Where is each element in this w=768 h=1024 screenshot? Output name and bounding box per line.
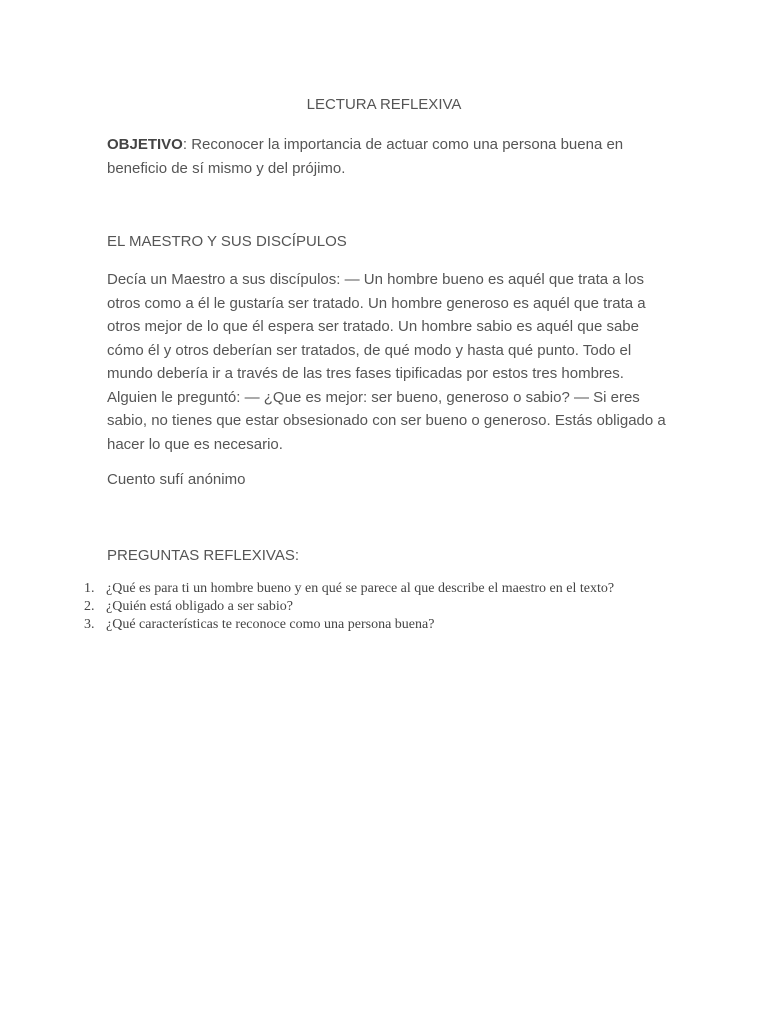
- question-text: ¿Quién está obligado a ser sabio?: [106, 599, 293, 614]
- objective-text: : Reconocer la importancia de actuar como una persona buena en beneficio de sí mismo y del prójimo.: [107, 136, 624, 177]
- story-title: EL MAESTRO Y SUS DISCÍPULOS: [107, 233, 347, 250]
- questions-title: PREGUNTAS REFLEXIVAS:: [107, 547, 299, 564]
- question-item: [0, 616, 768, 634]
- question-number: 3.: [84, 617, 95, 632]
- question-number: 2.: [84, 599, 95, 614]
- question-text: ¿Qué es para ti un hombre bueno y en qué se parece al que describe el maestro en el texto?: [106, 581, 615, 596]
- story-body: Decía un Maestro a sus discípulos: — Un hombre bueno es aquél que trata a los otros como a él le gustaría ser tratado. Un hombre generoso es aquél que trata a otros mejor de lo que él espera ser tratado. Un hombre sabio es aquél que sabe cómo él y otros deberían ser tratados, de qué modo y hasta qué punto. Todo el mundo debería ir a través de las tres fases tipificadas por estos tres hombres. Alguien le preguntó: — ¿Que es mejor: ser bueno, generoso o sabio? — Si eres sabio, no tienes que estar obsesionado con ser bueno o generoso. Estás obligado a hacer lo que es necesario.: [107, 271, 666, 453]
- question-item: [0, 598, 768, 616]
- objective-paragraph: [107, 133, 667, 180]
- questions-list: [0, 580, 768, 634]
- question-item: [0, 580, 768, 598]
- question-number: 1.: [84, 581, 95, 596]
- document-title: LECTURA REFLEXIVA: [306, 96, 462, 113]
- story-source: Cuento sufí anónimo: [107, 471, 246, 488]
- objective-label: OBJETIVO: [107, 136, 183, 153]
- question-text: ¿Qué características te reconoce como una persona buena?: [106, 617, 435, 632]
